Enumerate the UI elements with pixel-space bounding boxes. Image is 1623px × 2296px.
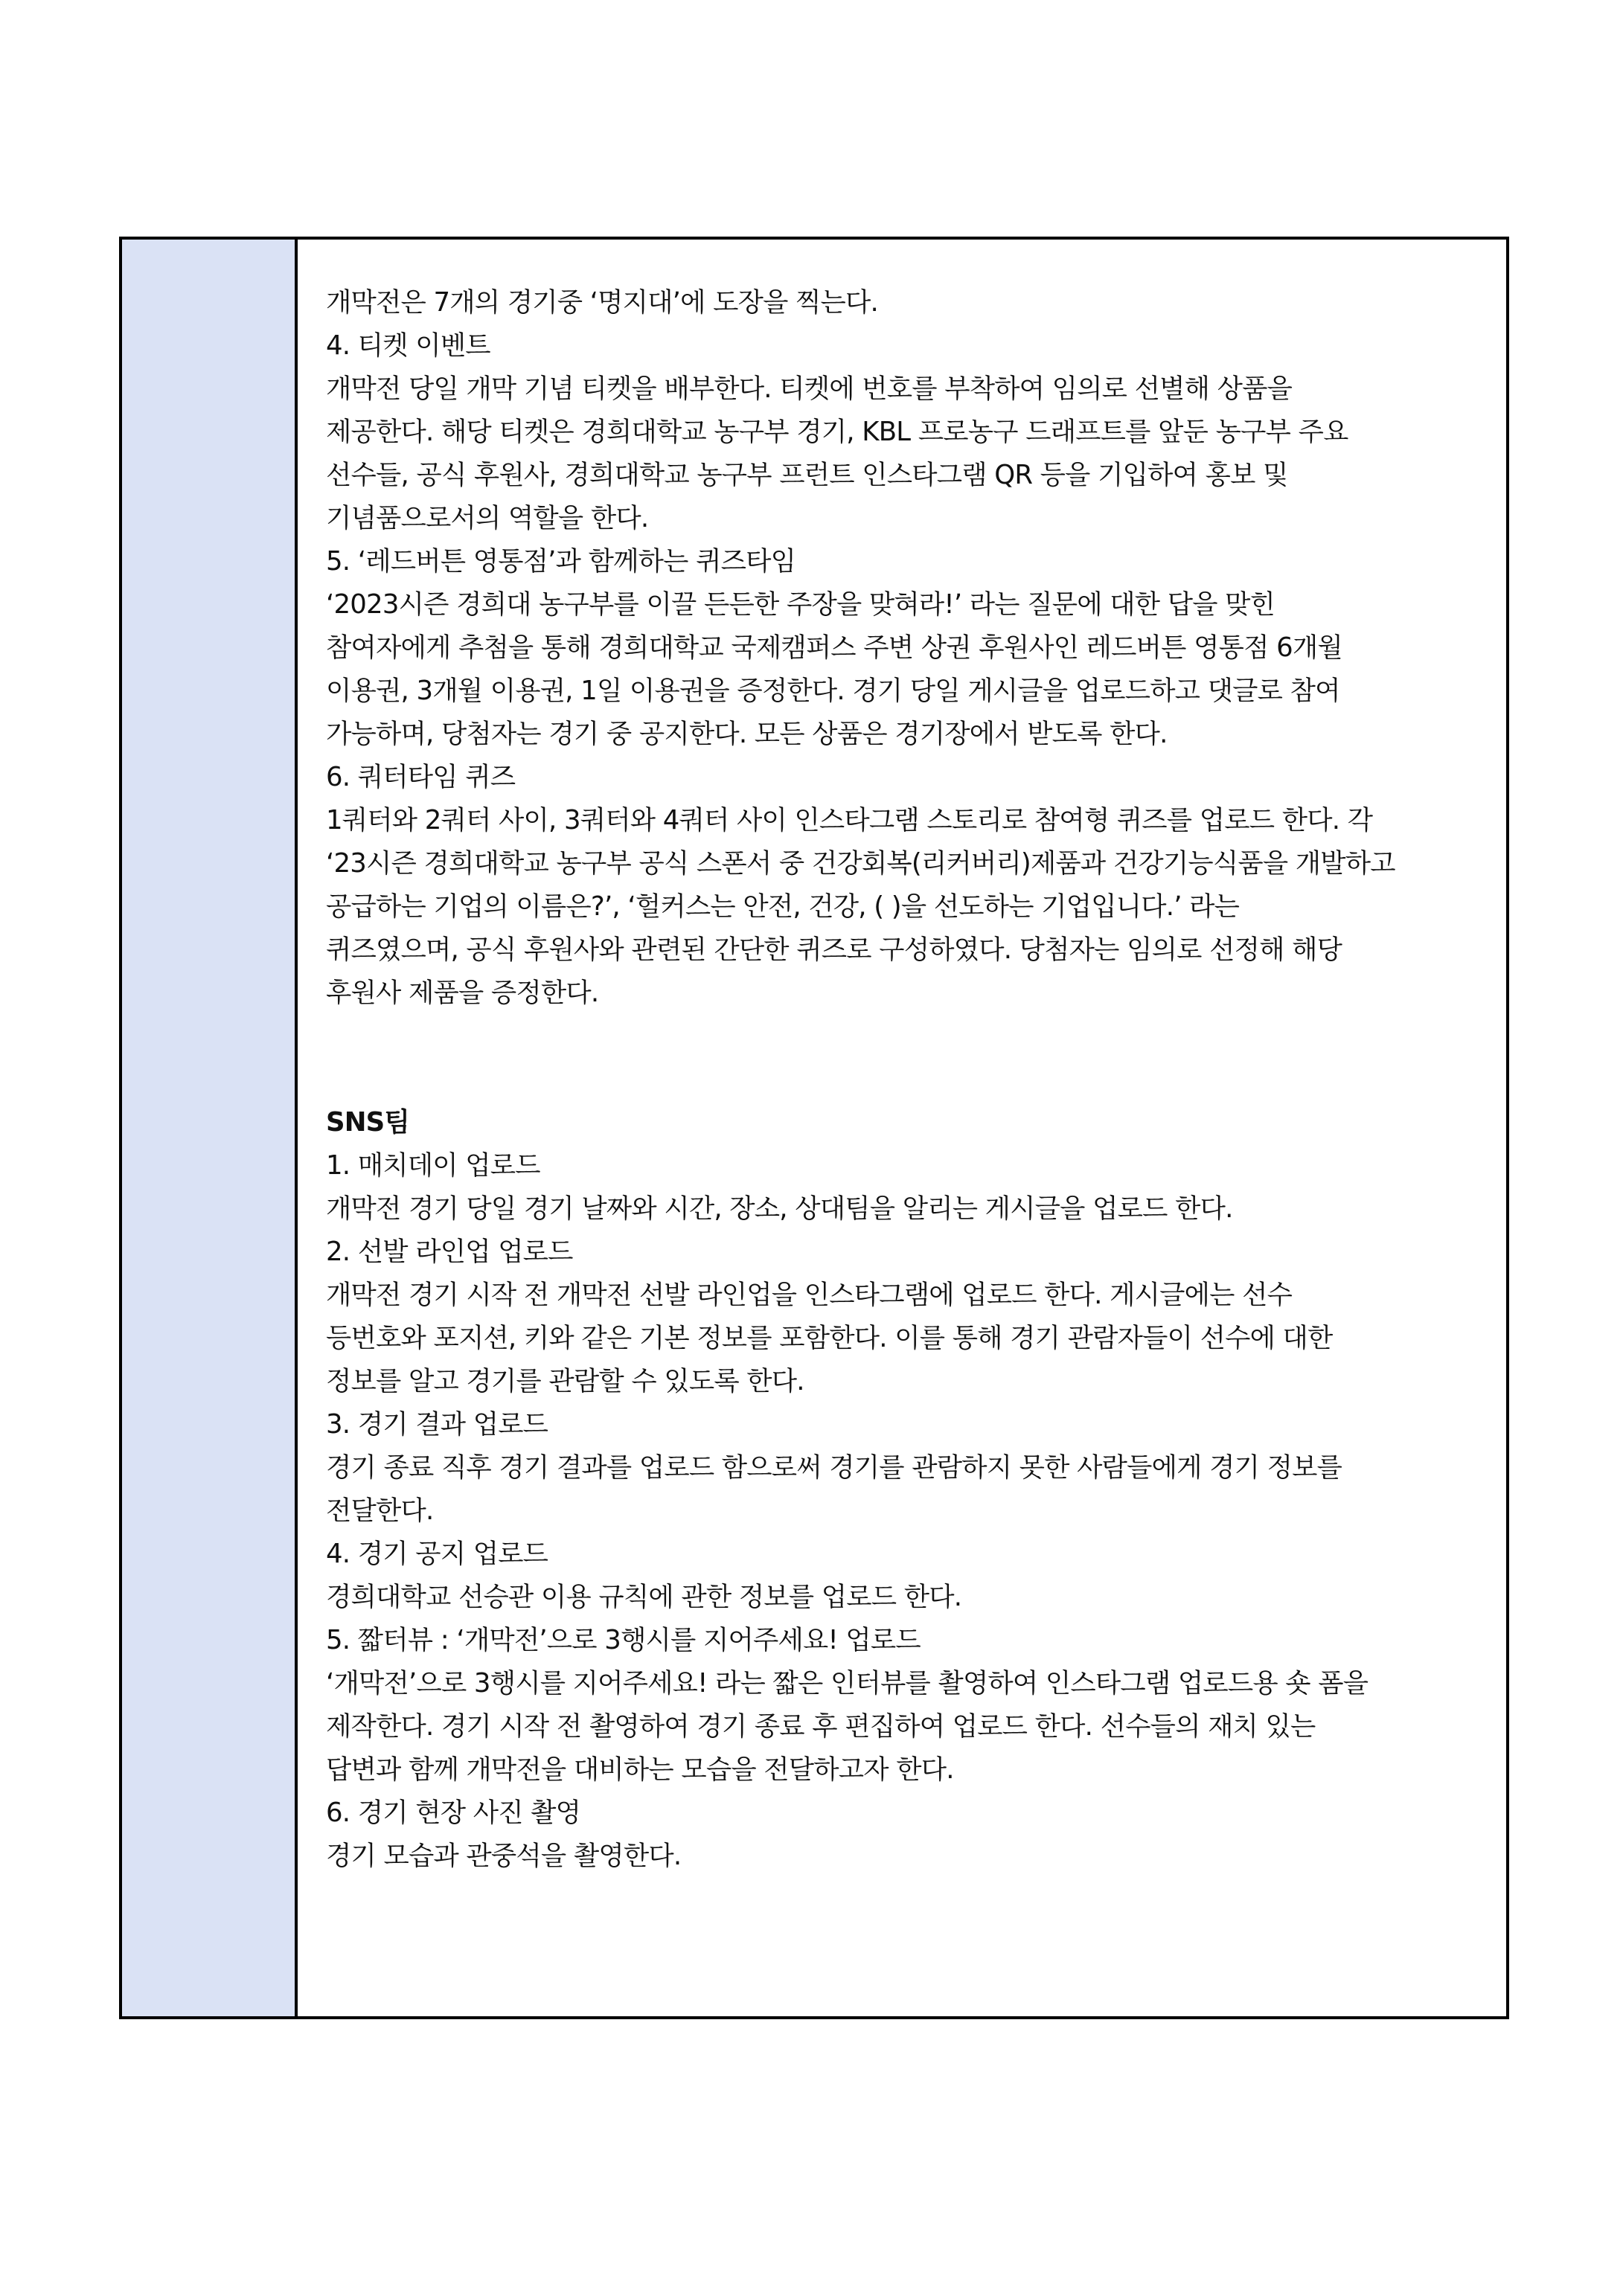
blank-line [326,1058,1491,1101]
text-line: ‘2023시즌 경희대 농구부를 이끌 든든한 주장을 맞혀라!’ 라는 질문에 대한 답을 맞힌 [326,589,1275,620]
text-line: 후원사 제품을 증정한다. [326,978,599,1008]
event-section [326,281,1491,1015]
item-heading: 2. 선발 라인업 업로드 [326,1237,573,1267]
text-line: 이용권, 3개월 이용권, 1일 이용권을 증정한다. 경기 당일 게시글을 업로드하고 댓글로 참여 [326,676,1340,706]
text-line: 참여자에게 추첨을 통해 경희대학교 국제캠퍼스 주변 상권 후원사인 레드버튼 영통점 6개월 [326,632,1342,663]
text-line: 개막전은 7개의 경기중 ‘명지대’에 도장을 찍는다. [326,287,879,318]
text-line: 1쿼터와 2쿼터 사이, 3쿼터와 4쿼터 사이 인스타그램 스토리로 참여형 퀴즈를 업로드 한다. 각 [326,805,1373,836]
document-table [119,237,1509,2019]
text-line: 선수들, 공식 후원사, 경희대학교 농구부 프런트 인스타그램 QR 등을 기입하여 홍보 및 [326,460,1288,490]
text-line: 등번호와 포지션, 키와 같은 기본 정보를 포함한다. 이를 통해 경기 관람자들이 선수에 대한 [326,1323,1333,1353]
text-line: 제공한다. 해당 티켓은 경희대학교 농구부 경기, KBL 프로농구 드래프트를 앞둔 농구부 주요 [326,417,1348,447]
text-line: 개막전 당일 개막 기념 티켓을 배부한다. 티켓에 번호를 부착하여 임의로 선별해 상품을 [326,373,1293,404]
item-heading: 1. 매치데이 업로드 [326,1150,540,1181]
text-line: 경희대학교 선승관 이용 규칙에 관한 정보를 업로드 한다. [326,1582,962,1612]
item-heading: 4. 티켓 이벤트 [326,330,490,361]
text-line: 퀴즈였으며, 공식 후원사와 관련된 간단한 퀴즈로 구성하였다. 당첨자는 임의로 선정해 해당 [326,934,1342,965]
text-line: 전달한다. [326,1495,434,1526]
blank-line [326,1015,1491,1058]
text-line: 개막전 경기 당일 경기 날짜와 시간, 장소, 상대팀을 알리는 게시글을 업로드 한다. [326,1193,1233,1224]
item-heading: 6. 쿼터타임 퀴즈 [326,762,516,792]
item-heading: 5. 짧터뷰 : ‘개막전’으로 3행시를 지어주세요! 업로드 [326,1625,921,1655]
sns-team-section [326,1101,1491,1878]
item-heading: 5. ‘레드버튼 영통점’과 함께하는 퀴즈타임 [326,546,796,577]
text-line: 경기 종료 직후 경기 결과를 업로드 함으로써 경기를 관람하지 못한 사람들에게 경기 정보를 [326,1452,1342,1483]
text-line: ‘23시즌 경희대학교 농구부 공식 스폰서 중 건강회복(리커버리)제품과 건강기능식품을 개발하고 [326,848,1395,879]
item-heading: 3. 경기 결과 업로드 [326,1409,548,1440]
item-heading: 6. 경기 현장 사진 촬영 [326,1798,581,1828]
text-line: 경기 모습과 관중석을 촬영한다. [326,1841,682,1871]
text-line: 가능하며, 당첨자는 경기 중 공지한다. 모든 상품은 경기장에서 받도록 한다. [326,719,1168,749]
text-line: 답변과 함께 개막전을 대비하는 모습을 전달하고자 한다. [326,1754,954,1785]
label-column-cell [122,240,298,2016]
text-line: 기념품으로서의 역할을 한다. [326,503,649,533]
section-heading: SNS팀 [326,1107,409,1138]
item-heading: 4. 경기 공지 업로드 [326,1539,548,1569]
text-line: ‘개막전’으로 3행시를 지어주세요! 라는 짧은 인터뷰를 촬영하여 인스타그램 업로드용 숏 폼을 [326,1668,1368,1699]
text-line: 제작한다. 경기 시작 전 촬영하여 경기 종료 후 편집하여 업로드 한다. 선수들의 재치 있는 [326,1711,1316,1742]
text-line: 정보를 알고 경기를 관람할 수 있도록 한다. [326,1366,804,1396]
content-cell [298,240,1506,2016]
text-line: 개막전 경기 시작 전 개막전 선발 라인업을 인스타그램에 업로드 한다. 게시글에는 선수 [326,1280,1293,1310]
text-line: 공급하는 기업의 이름은?’, ‘헐커스는 안전, 건강, ( )을 선도하는 기업입니다.’ 라는 [326,891,1240,922]
